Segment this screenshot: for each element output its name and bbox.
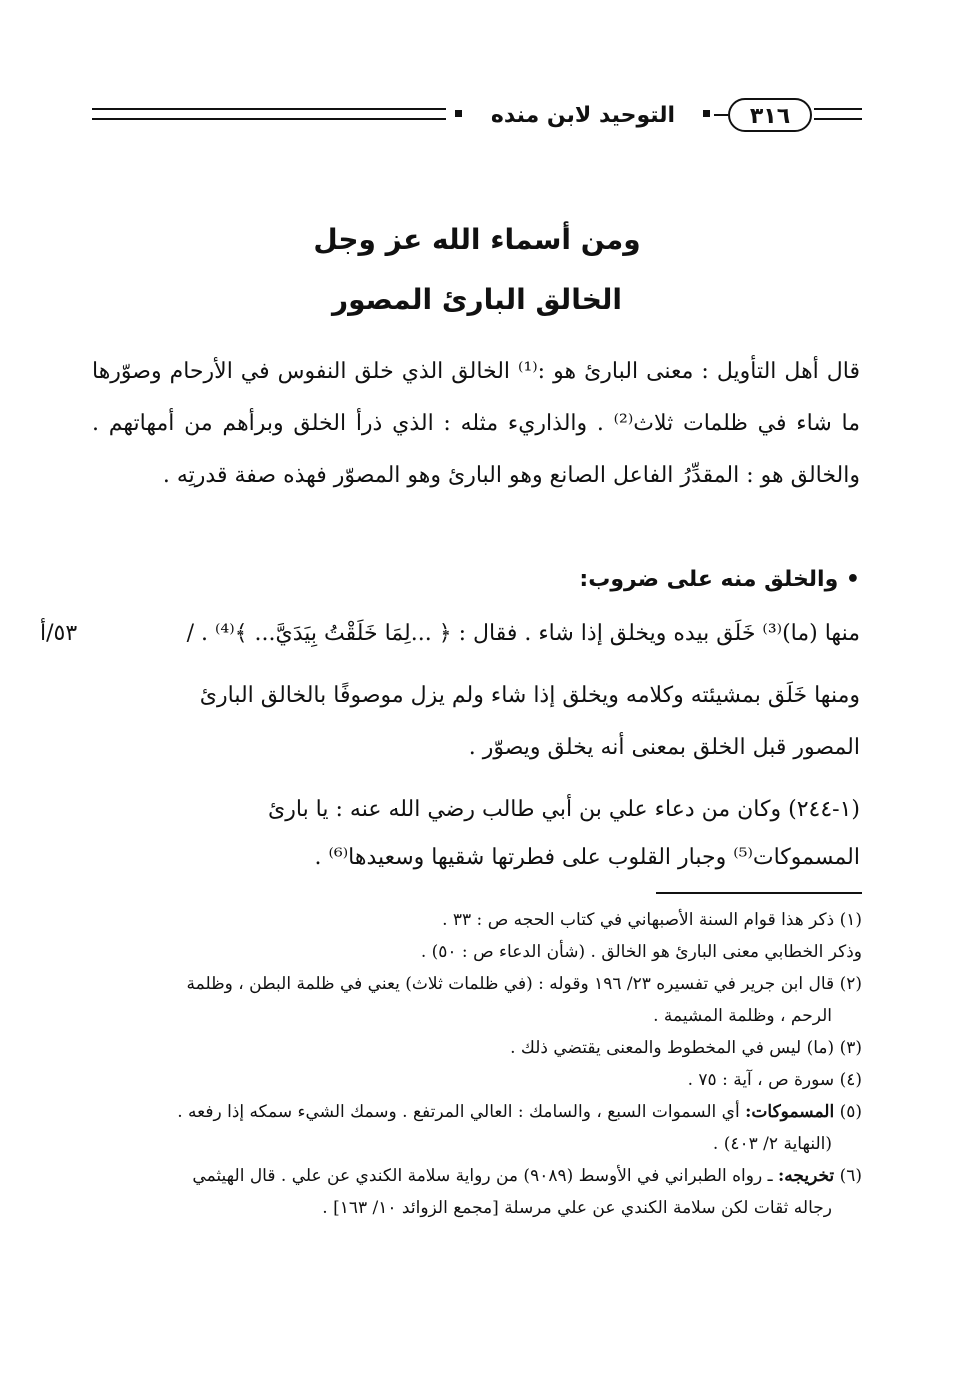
hadith-paragraph: (١-٢٤٤) وكان من دعاء علي بن أبي طالب رضي الله عنه : يا بارئ bbox=[268, 797, 860, 822]
footnote-number: (٢) bbox=[839, 974, 862, 994]
footnote-separator bbox=[656, 892, 862, 894]
header-rule-right bbox=[814, 108, 862, 110]
footnote-text: ـ رواه الطبراني في الأوسط (٩٠٨٩) من رواية سلامة الكندي عن علي . قال الهيثمي bbox=[192, 1166, 773, 1186]
footnote-5 bbox=[92, 1096, 862, 1160]
footnote-3 bbox=[92, 1032, 862, 1064]
footnote-number: (٤) bbox=[839, 1070, 862, 1090]
header-rule-left bbox=[92, 108, 446, 110]
footnote-text: سورة ص ، آية : ٧٥ . bbox=[687, 1070, 835, 1090]
page-number: ٣١٦ bbox=[728, 98, 812, 132]
footnote-text: (ما) ليس في المخطوط والمعنى يقتضي ذلك . bbox=[510, 1038, 835, 1058]
chapter-subheading: الخالق البارئ المصور bbox=[331, 283, 623, 316]
footnote-continuation: وذكر الخطابي معنى البارئ هو الخالق . (شأن الدعاء ص : ٥٠) . bbox=[420, 942, 862, 962]
paragraph-creation-by-will-cont: المصور قبل الخلق بمعنى أنه يخلق ويصوّر . bbox=[468, 735, 860, 760]
hadith-paragraph-cont: المسموكات⁽⁵⁾ وجبار القلوب على فطرتها شقيها وسعيدها⁽⁶⁾ . bbox=[314, 845, 860, 870]
footnote-label: المسموكات: bbox=[745, 1102, 835, 1122]
footnote-text: قال ابن جرير في تفسيره ٢٣/ ١٩٦ وقوله : (في ظلمات ثلاث) يعني في ظلمة البطن ، وظلمة bbox=[186, 974, 835, 994]
footnote-6 bbox=[92, 1160, 862, 1224]
running-header bbox=[92, 98, 862, 138]
footnote-1 bbox=[92, 904, 862, 968]
footnote-number: (١) bbox=[839, 910, 862, 930]
chapter-heading: ومن أسماء الله عز وجل bbox=[313, 223, 641, 256]
footnote-4 bbox=[92, 1064, 862, 1096]
header-bullet bbox=[455, 110, 462, 117]
footnote-continuation: الرحم ، وظلمة المشيمة . bbox=[653, 1006, 832, 1026]
manuscript-folio-marker: ٥٣/أ bbox=[40, 621, 78, 646]
footnote-text: ذكر هذا قوام السنة الأصبهاني في كتاب الحجه ص : ٣٣ . bbox=[442, 910, 835, 930]
header-rule-mid bbox=[714, 114, 728, 116]
paragraph-creation-by-hand: منها (ما)⁽³⁾ خَلَق بيده ويخلق إذا شاء . فقال : ﴿ ...لِمَا خَلَقْتُ بِيَدَيَّ... ﴾⁽⁴⁾ . / bbox=[186, 621, 860, 646]
footnote-label: تخريجه: bbox=[777, 1166, 835, 1186]
footnote-number: (٣) bbox=[839, 1038, 862, 1058]
footnote-text: أي السموات السبع ، والسامك : العالي المرتفع . وسمك الشيء سمكه إذا رفعه . bbox=[177, 1102, 740, 1122]
running-title: التوحيد لابن منده bbox=[490, 103, 676, 128]
footnote-number: (٦) bbox=[839, 1166, 862, 1186]
section-subheading: • والخلق منه على ضروب: bbox=[579, 567, 860, 592]
paragraph-creation-by-will: ومنها خَلَق بمشيئته وكلامه ويخلق إذا شاء ولم يزل موصوفًا بالخالق البارئ bbox=[199, 683, 860, 708]
header-bullet bbox=[703, 110, 710, 117]
paragraph-definition: قال أهل التأويل : معنى البارئ هو :⁽¹⁾ الخالق الذي خلق النفوس في الأرحام وصوّرها ما شاء في ظلمات ثلاث⁽²⁾ . والذاريء مثله : الذي ذرأ الخلق وبرأهم من أمهاتهم . والخالق هو : المقدِّرُ الفاعل الصانع وهو البارئ وهو المصوّر فهذه صفة قدرتِه . bbox=[92, 359, 860, 488]
header-rule-left bbox=[92, 118, 446, 120]
header-rule-right bbox=[814, 118, 862, 120]
footnote-number: (٥) bbox=[839, 1102, 862, 1122]
footnote-continuation: (النهاية ٢/ ٤٠٣) . bbox=[712, 1134, 832, 1154]
footnotes bbox=[92, 904, 862, 1224]
footnote-2 bbox=[92, 968, 862, 1032]
footnote-continuation: رجاله ثقات لكن سلامة الكندي عن علي مرسلة [مجمع الزوائد ١٠/ ١٦٣] . bbox=[322, 1198, 832, 1218]
